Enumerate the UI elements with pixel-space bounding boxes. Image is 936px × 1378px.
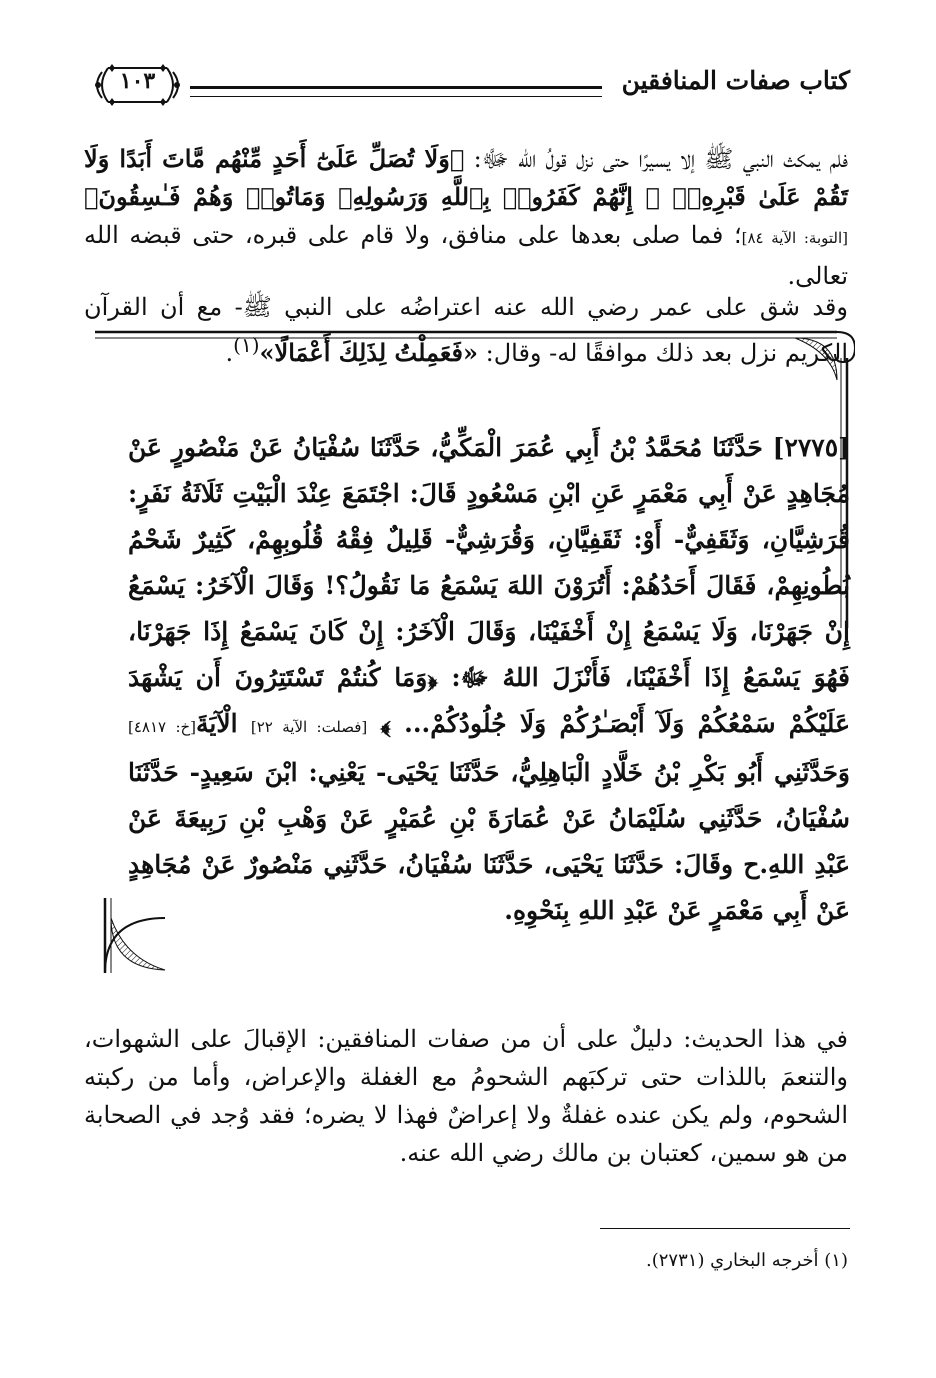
umar-quote: «فَعَمِلْتُ لِذَلِكَ أَعْمَالًا»: [259, 338, 478, 367]
intro-text-b: ؛ فما صلى بعدها على منافق، ولا قام على قبره، حتى قبضه الله تعالى.: [84, 221, 848, 290]
umar-text-a: وقد شق على عمر رضي الله عنه اعتراضُه على النبي ﷺ- مع أن القرآن الكريم نزل بعد ذلك موافقًا له- وقال:: [84, 293, 848, 367]
hadith-text-b: وَحَدَّثَنِي أَبُو بَكْرِ بْنُ خَلَّادٍ الْبَاهِلِيُّ، حَدَّثَنَا يَحْيَى- يَعْنِي: ابْنَ سَعِيدٍ- حَدَّثَنَا سُفْيَانُ، حَدَّثَنِي سُلَيْمَانُ عَنْ عُمَارَةَ بْنِ عُمَيْرٍ عَنْ وَهْبِ بْنِ رَبِيعَةَ عَنْ عَبْدِ اللهِ.ح وقَالَ: حَدَّثَنَا يَحْيَى، حَدَّثَنَا سُفْيَانُ، حَدَّثَنِي مَنْصُورٌ عَنْ مُجَاهِدٍ عَنْ أَبِي مَعْمَرٍ عَنْ عَبْدِ اللهِ بِنَحْوِهِ.: [128, 758, 850, 925]
hadith-verse-reference: [فصلت: الآية ٢٢]: [250, 718, 368, 736]
footnote-marker: (١): [233, 333, 260, 357]
intro-text-a: فلم يمكث النبي ﷺ إلا يسيرًا حتى نزل قولُ الله ﷻ:: [464, 145, 849, 173]
umar-text-b: .: [225, 339, 234, 367]
hadith-bukhari-reference: [خ: ٤٨١٧]: [128, 718, 197, 736]
hadith-text: [128, 425, 850, 934]
hadith-text-a: [٢٧٧٥] حَدَّثَنَا مُحَمَّدُ بْنُ أَبِي عُمَرَ الْمَكِّيُّ، حَدَّثَنَا سُفْيَانُ عَنْ مَنْصُورٍ عَنْ مُجَاهِدٍ عَنْ أَبِي مَعْمَرٍ عَنِ ابْنِ مَسْعُودٍ قَالَ: اجْتَمَعَ عِنْدَ الْبَيْتِ ثَلَاثَةُ نَفَرٍ: قُرَشِيَّانِ، وَثَقَفِيٌّ- أَوْ: ثَقَفِيَّانِ، وَقُرَشِيٌّ- قَلِيلٌ فِقْهُ قُلُوبِهِمْ، كَثِيرٌ شَحْمُ بُطُونِهِمْ، فَقَالَ أَحَدُهُمْ: أَتُرَوْنَ اللهَ يَسْمَعُ مَا نَقُولُ؟! وَقَالَ الْآخَرُ: يَسْمَعُ إِنْ جَهَرْنَا، وَلَا يَسْمَعُ إِنْ أَخْفَيْنَا، وَقَالَ الْآخَرُ: إِنْ كَانَ يَسْمَعُ إِذَا جَهَرْنَا، فَهُوَ يَسْمَعُ إِذَا أَخْفَيْنَا، فَأَنْزَلَ اللهُ ﷻ:: [128, 433, 850, 692]
footnote-rule: [600, 1228, 850, 1229]
page-number: ١٠٣: [119, 68, 156, 94]
intro-verse-reference: [التوبة: الآية ٨٤]: [741, 229, 848, 247]
hadith-quran-verse: ﴿وَمَا كُنتُمْ تَسْتَتِرُونَ أَن يَشْهَدَ عَلَيْكُمْ سَمْعُكُمْ وَلَآ أَبْصَـٰرُكُمْ وَلَا جُلُودُكُمْ... ﴾: [128, 663, 850, 738]
page-number-ornament: [90, 60, 185, 110]
footnote: (١) أخرجه البخاري (٢٧٣١).: [646, 1250, 848, 1271]
commentary-paragraph: في هذا الحديث: دليلٌ على أن من صفات المنافقين: الإقبالَ على الشهوات، والتنعمَ باللذات حتى تركبَهم الشحومُ مع الغفلة والإعراض، وأما من ركبته الشحوم، ولم يكن عنده غفلةٌ ولا إعراضٌ فهذا لا يضره؛ فقد وُجد في الصحابة من هو سمين، كعتبان بن مالك رضي الله عنه.: [84, 1025, 848, 1167]
intro-paragraph: [84, 140, 848, 295]
header-rule: [190, 86, 602, 97]
book-title: كتاب صفات المنافقين: [621, 66, 850, 95]
hadith-ayah-label: الْآيَةَ: [196, 709, 251, 738]
running-header: [90, 60, 850, 130]
intro-quran-verse: ﴿وَلَا تُصَلِّ عَلَىٰٓ أَحَدٍ مِّنْهُم مَّاتَ أَبَدًا وَلَا تَقُمْ عَلَىٰ قَبْرِهِۦٓ ۖ إِنَّهُمْ كَفَرُوا۟ بِٱللَّهِ وَرَسُولِهِۦ وَمَاتُوا۟ وَهُمْ فَـٰسِقُونَ﴾: [84, 144, 848, 211]
